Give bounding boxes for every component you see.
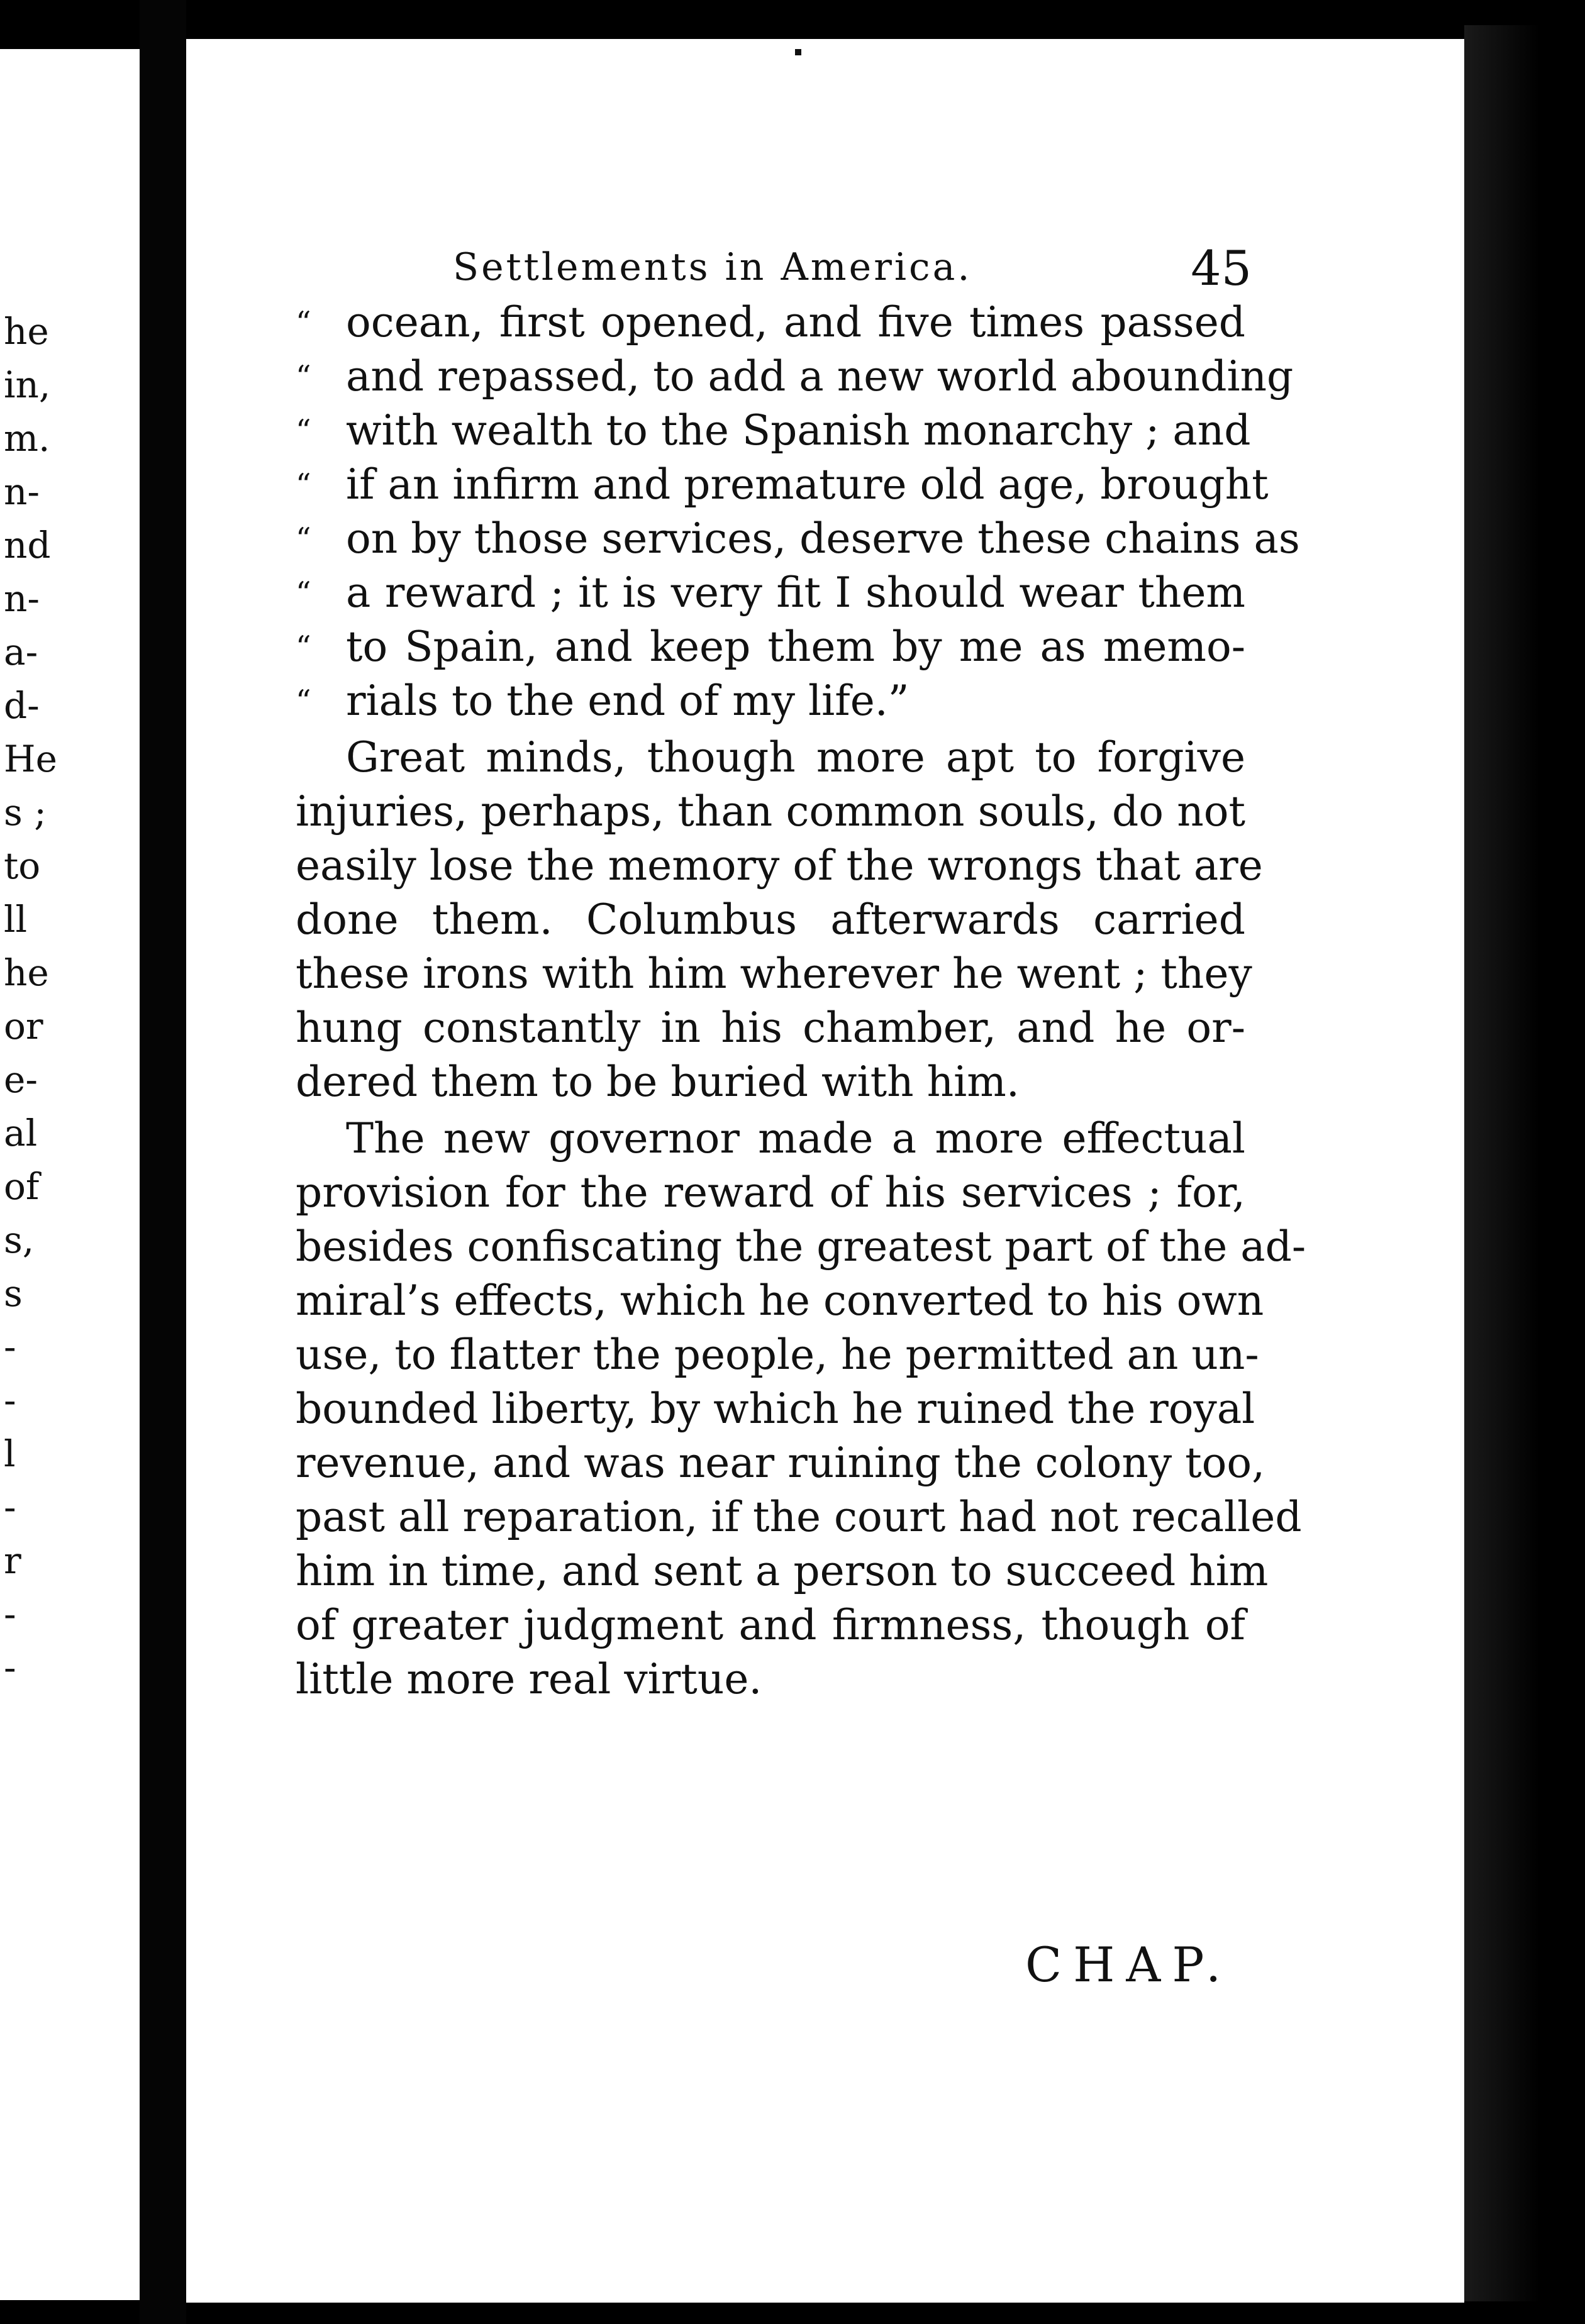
left-page-fragment: he (4, 951, 49, 994)
text-line: “ with wealth to the Spanish monarchy ; and (296, 404, 1245, 458)
left-page-fragment: He (4, 738, 57, 780)
text-line: him in time, and sent a person to succeed him (296, 1547, 1269, 1595)
left-page-fragment: ll (4, 898, 28, 941)
left-page-fragment: s (4, 1272, 23, 1315)
text-line: bounded liberty, by which he ruined the royal (296, 1385, 1255, 1433)
quote-mark: “ (296, 575, 311, 611)
text-line: besides confiscating the greatest part of the ad- (296, 1222, 1306, 1271)
text-line: injuries, perhaps, than common souls, do not (296, 787, 1245, 836)
text-line: easily lose the memory of the wrongs that are (296, 841, 1263, 890)
text-line: revenue, and was near ruining the colony too, (296, 1439, 1265, 1487)
page-number: 45 (1191, 240, 1252, 296)
text-line: The new governor made a more effectual (346, 1114, 1245, 1163)
left-page-fragment: al (4, 1112, 38, 1154)
text-line: little more real virtue. (296, 1655, 762, 1703)
left-page-fragment: to (4, 844, 41, 887)
quote-mark: “ (296, 305, 311, 340)
text-line: “ if an infirm and premature old age, brought (296, 458, 1245, 512)
left-page-fragment: n- (4, 470, 40, 513)
text-line: of greater judgment and firmness, though of (296, 1601, 1245, 1649)
running-title: Settlements in America. (453, 245, 972, 289)
text-line: “ rials to the end of my life.” (296, 674, 1245, 728)
left-page-fragment: a- (4, 631, 38, 673)
left-page-fragment: r (4, 1539, 21, 1582)
text-line: “ to Spain, and keep them by me as memo- (296, 620, 1245, 674)
paragraph (296, 1112, 1306, 1707)
text-line: done them. Columbus afterwards carried (296, 895, 1245, 944)
left-page-fragment: of (4, 1165, 40, 1208)
quote-mark: “ (296, 521, 311, 556)
left-page-fragment: - (4, 1593, 16, 1635)
quote-mark: “ (296, 629, 311, 665)
text-line: “ ocean, first opened, and five times passed (296, 296, 1245, 350)
quote-mark: “ (296, 467, 311, 502)
text-line: use, to flatter the people, he permitted an un- (296, 1331, 1259, 1379)
left-page-fragment: or (4, 1005, 43, 1048)
body-text (296, 296, 1306, 1707)
ink-speck (795, 49, 801, 55)
left-page-fragment: he (4, 310, 49, 353)
text-line: hung constantly in his chamber, and he or- (296, 1004, 1245, 1052)
catchword: CHAP. (1025, 1937, 1233, 1993)
text-line: miral’s effects, which he converted to his own (296, 1276, 1264, 1325)
left-page-fragment: - (4, 1379, 16, 1422)
text-line: past all reparation, if the court had not recalled (296, 1493, 1302, 1541)
paragraph (296, 731, 1263, 1109)
text-line: dered them to be buried with him. (296, 1058, 1020, 1106)
left-page-fragment: - (4, 1325, 16, 1368)
quote-mark: “ (296, 683, 311, 719)
book-gutter (140, 0, 186, 2324)
quote-mark: “ (296, 359, 311, 394)
facing-page-left (0, 49, 140, 2300)
left-page-fragment: s ; (4, 791, 47, 834)
left-page-fragment: in, (4, 363, 51, 406)
quoted-passage (296, 296, 1300, 728)
text-line: these irons with him wherever he went ; they (296, 949, 1252, 998)
text-line: “ a reward ; it is very fit I should wear them (296, 566, 1245, 620)
left-page-fragment: e- (4, 1058, 38, 1101)
text-line: “ and repassed, to add a new world abounding (296, 350, 1245, 404)
left-page-fragment: - (4, 1646, 16, 1689)
left-page-fragment: n- (4, 577, 40, 620)
left-page-fragment: - (4, 1486, 16, 1529)
page-header (270, 240, 1252, 296)
text-line: Great minds, though more apt to forgive (346, 733, 1245, 782)
left-page-fragment: s, (4, 1219, 35, 1261)
text-line: provision for the reward of his services ; for, (296, 1168, 1245, 1217)
page-edge-shadow (1464, 25, 1540, 2301)
quote-mark: “ (296, 413, 311, 448)
left-page-fragment: nd (4, 524, 51, 567)
left-page-fragment: l (4, 1432, 16, 1475)
text-line: “ on by those services, deserve these chains as (296, 512, 1245, 566)
left-page-fragment: m. (4, 417, 50, 460)
left-page-fragment: d- (4, 684, 40, 727)
